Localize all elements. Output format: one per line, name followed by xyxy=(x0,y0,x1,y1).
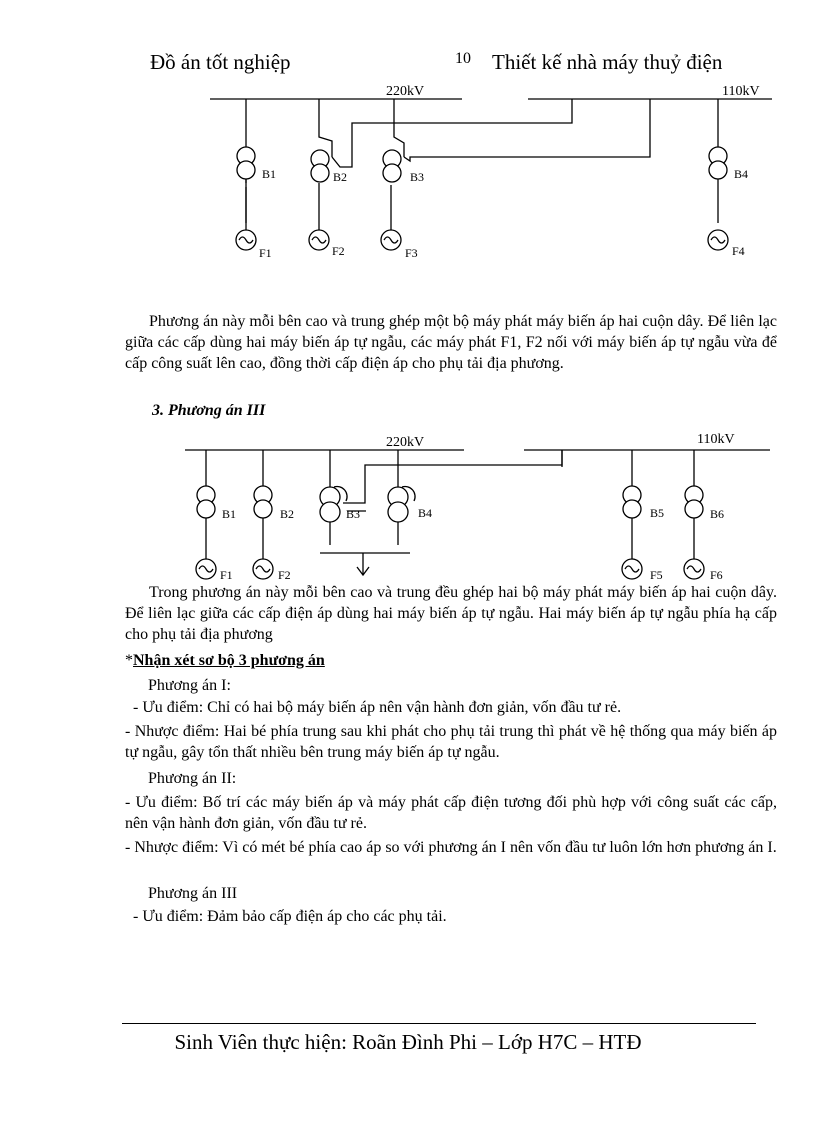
diagram-option-3 xyxy=(0,425,816,583)
generator-f5 xyxy=(622,559,642,579)
remarks-title: Nhận xét sơ bộ 3 phương án xyxy=(133,652,325,669)
option-1-con: - Nhược điểm: Hai bé phía trung sau khi phát cho phụ tải trung thì phát về hệ thống qua máy biến áp tự ngẫu, gây tổn thất nhiều bên trung máy biến áp tự ngẫu. xyxy=(125,723,777,761)
label-b6: B6 xyxy=(710,507,725,521)
option-3-pro: - Ưu điểm: Đảm bảo cấp điện áp cho các phụ tải. xyxy=(133,908,447,925)
label-f5: F5 xyxy=(650,568,663,582)
generator-f6 xyxy=(684,559,704,579)
label-b1: B1 xyxy=(222,507,237,521)
transformer-b1 xyxy=(197,486,215,518)
transformer-b1 xyxy=(237,147,255,183)
generator-f1 xyxy=(236,230,256,250)
remarks-star: * xyxy=(125,652,133,669)
bus-220kv-label: 220kV xyxy=(386,435,425,450)
label-b2: B2 xyxy=(333,170,348,184)
label-f3: F3 xyxy=(405,246,418,260)
transformer-b5 xyxy=(623,486,641,518)
generator-f4 xyxy=(708,230,728,250)
option-2-pro: - Ưu điểm: Bố trí các máy biến áp và máy phát cấp điện tương đối phù hợp với công suất các cấp, nên vận hành đơn giản, vốn đầu tư rẻ. xyxy=(125,794,777,832)
option-3-label: Phương án III xyxy=(148,885,238,902)
transformer-b2 xyxy=(254,486,272,518)
transformer-b4 xyxy=(388,487,415,522)
header-left: Đồ án tốt nghiệp xyxy=(150,50,291,74)
option-2-con: - Nhược điểm: Vì có mét bé phía cao áp so với phương án I nên vốn đầu tư luôn lớn hơn phương án I. xyxy=(125,839,777,856)
bus-110kv-label: 110kV xyxy=(697,432,735,447)
footer-rule xyxy=(122,1023,756,1024)
label-b4: B4 xyxy=(734,167,749,181)
bus-110kv-label: 110kV xyxy=(722,84,760,99)
label-f2: F2 xyxy=(278,568,291,582)
generator-f2 xyxy=(253,559,273,579)
transformer-b2 xyxy=(311,150,329,182)
remarks-heading xyxy=(125,650,325,671)
label-b3: B3 xyxy=(346,507,361,521)
label-f2: F2 xyxy=(332,244,345,258)
header-right: Thiết kế nhà máy thuỷ điện xyxy=(492,50,723,74)
label-f4: F4 xyxy=(732,244,745,258)
label-b3: B3 xyxy=(410,170,425,184)
label-f6: F6 xyxy=(710,568,723,582)
paragraph-option-3: Trong phương án này mỗi bên cao và trung đều ghép hai bộ máy phát máy biến áp hai cuộn dây. Để liên lạc giữa các cấp điện áp dùng hai máy biến áp tự ngẫu. Hai máy biến áp tự ngẫu phía hạ cấp cho phụ tải địa phương xyxy=(125,584,777,643)
transformer-b3 xyxy=(320,487,347,522)
generator-f1 xyxy=(196,559,216,579)
label-b1: B1 xyxy=(262,167,277,181)
transformer-b3 xyxy=(383,150,401,182)
heading-option-3: 3. Phương án III xyxy=(152,402,266,419)
option-2-label: Phương án II: xyxy=(148,770,237,787)
option-1-pro: - Ưu điểm: Chỉ có hai bộ máy biến áp nên vận hành đơn giản, vốn đầu tư rẻ. xyxy=(133,699,622,716)
label-b5: B5 xyxy=(650,506,665,520)
generator-f2 xyxy=(309,230,329,250)
bus-220kv-label: 220kV xyxy=(386,84,425,99)
label-f1: F1 xyxy=(259,246,272,260)
paragraph-option-2: Phương án này mỗi bên cao và trung ghép một bộ máy phát máy biến áp hai cuộn dây. Để liên lạc giữa các cấp dùng hai máy biến áp tự ngẫu, các máy phát F1, F2 nối với máy biến áp tự ngẫu vừa để cấp công suất lên cao, đồng thời cấp điện áp cho phụ tải địa phương. xyxy=(125,313,777,372)
label-b4: B4 xyxy=(418,506,433,520)
label-f1: F1 xyxy=(220,568,233,582)
diagram-option-2 xyxy=(0,75,816,270)
transformer-b6 xyxy=(685,486,703,518)
generator-f3 xyxy=(381,230,401,250)
option-1-label: Phương án I: xyxy=(148,677,231,694)
footer-text: Sinh Viên thực hiện: Roãn Đình Phi – Lớp H7C – HTĐ xyxy=(174,1030,642,1054)
transformer-b4 xyxy=(709,147,727,179)
label-b2: B2 xyxy=(280,507,295,521)
page-number: 10 xyxy=(455,50,471,67)
